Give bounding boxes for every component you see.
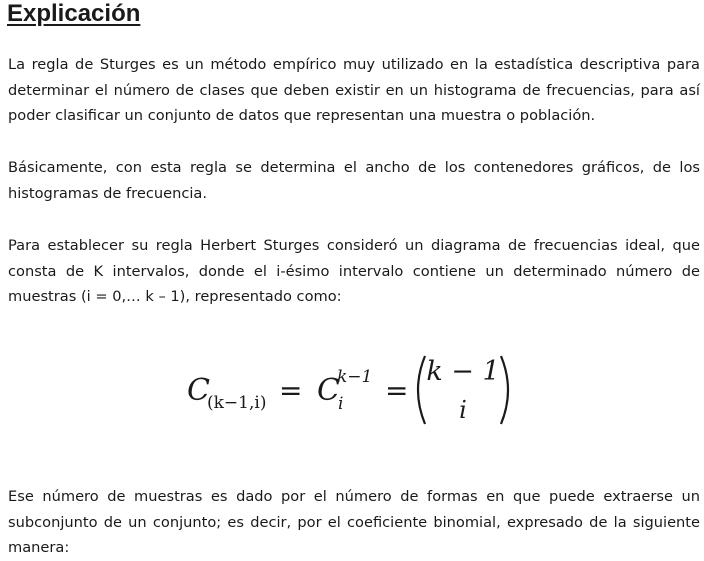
page-heading: Explicación: [7, 0, 141, 27]
formula-binom-bottom: i: [459, 396, 467, 424]
paragraph-sturges-definition: La regla de Sturges es un método empírico muy utilizado en la estadística descriptiva para determinar el número de clases que deben existir en un histograma de frecuencias, para así poder clasificar un conjunto de datos que representan una muestra o población.: [8, 56, 700, 124]
formula-right-paren: [501, 356, 508, 424]
formula-equals-1: =: [279, 374, 303, 407]
formula-svg: [187, 352, 527, 432]
formula-binom-top: k − 1: [426, 356, 500, 387]
formula-lhs-symbol: C: [187, 373, 210, 408]
paragraph-binomial-coefficient: Ese número de muestras es dado por el número de formas en que puede extraerse un subconjunto de un conjunto; es decir, por el coeficiente binomial, expresado de la siguiente manera:: [8, 488, 700, 556]
formula-equals-2: =: [385, 374, 409, 407]
formula-mid-symbol: C: [317, 373, 340, 408]
paragraph-ideal-diagram: Para establecer su regla Herbert Sturges consideró un diagrama de frecuencias ideal, que consta de K intervalos, donde el i-ésimo intervalo contiene un determinado número de muestras (i = 0,… k – 1), representado como:: [8, 237, 700, 305]
binomial-formula: [187, 352, 527, 432]
formula-lhs-subscript: (k−1,i): [207, 393, 267, 413]
formula-mid-subscript: i: [338, 394, 344, 414]
formula-left-paren: [418, 356, 425, 424]
formula-mid-superscript: k−1: [337, 367, 373, 387]
paragraph-bin-width: Básicamente, con esta regla se determina el ancho de los contenedores gráficos, de los histogramas de frecuencia.: [8, 159, 700, 202]
